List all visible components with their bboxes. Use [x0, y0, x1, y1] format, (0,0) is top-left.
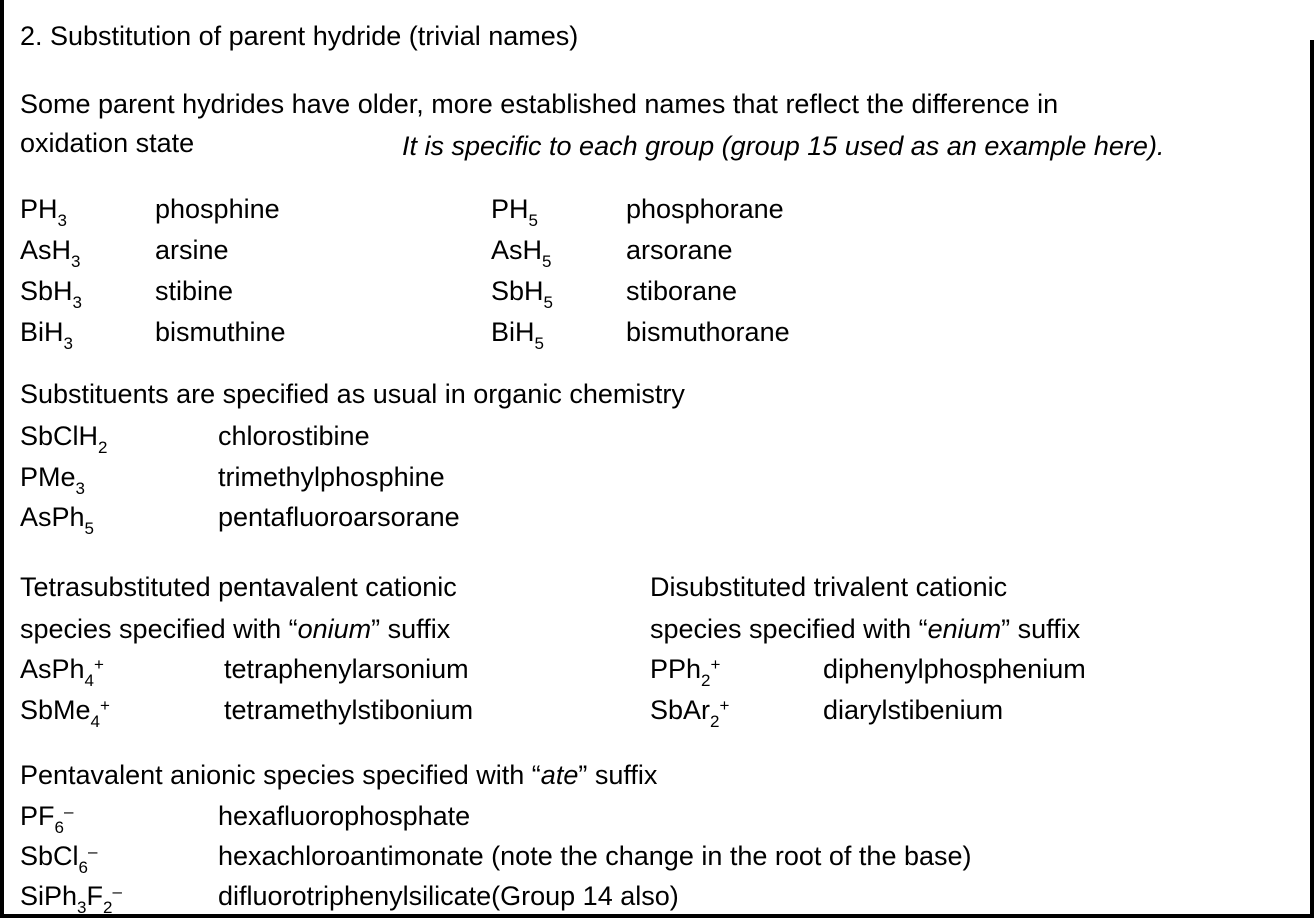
- formula: $PF_6^-$: [20, 801, 74, 837]
- onium-heading-line-1: Tetrasubstituted pentavalent cationic: [20, 572, 457, 602]
- formula: BiH$_3$: [20, 317, 73, 353]
- left-border: [0, 0, 4, 918]
- formula: AsPh$_4$+: [20, 654, 104, 690]
- formula: PMe$_3$: [20, 462, 85, 498]
- formula: SbMe$_4$+: [20, 695, 110, 731]
- hydride-name: stiborane: [626, 276, 738, 306]
- intro-line-2: oxidation state: [20, 128, 195, 158]
- compound-name: hexachloroantimonate (note the change in the root of the base): [218, 841, 972, 871]
- formula: PPh$_2$+: [650, 654, 721, 690]
- compound-name: trimethylphosphine: [218, 462, 445, 492]
- enium-heading-line-2: species specified with “enium” suffix: [650, 614, 1081, 644]
- compound-name: tetramethylstibonium: [224, 695, 474, 725]
- compound-name: difluorotriphenylsilicate(Group 14 also): [218, 881, 679, 911]
- hydride-name: phosphine: [155, 194, 280, 224]
- bottom-border: [0, 914, 1314, 918]
- ate-heading: Pentavalent anionic species specified with “ate” suffix: [20, 760, 658, 790]
- formula: AsPh$_5$: [20, 502, 95, 538]
- compound-name: hexafluorophosphate: [218, 801, 471, 831]
- formula: $PH_3$: [20, 194, 67, 230]
- compound-name: pentafluoroarsorane: [218, 502, 460, 532]
- formula: BiH$_5$: [491, 317, 544, 353]
- compound-name: diphenylphosphenium: [823, 654, 1086, 684]
- formula: AsH$_3$: [20, 235, 81, 271]
- hydride-name: bismuthine: [155, 317, 286, 347]
- intro-line-1: Some parent hydrides have older, more established names that reflect the difference in: [20, 89, 1059, 119]
- compound-name: chlorostibine: [218, 421, 370, 451]
- formula: $SiPh_3F_2^-$: [20, 881, 122, 917]
- hydride-name: stibine: [155, 276, 234, 306]
- formula: SbClH$_2$: [20, 421, 108, 457]
- formula: $PH_5$: [491, 194, 538, 230]
- formula: SbH$_3$: [20, 276, 82, 312]
- hydride-name: arsorane: [626, 235, 733, 265]
- hydride-name: phosphorane: [626, 194, 784, 224]
- compound-name: diarylstibenium: [823, 695, 1004, 725]
- hydride-name: bismuthorane: [626, 317, 790, 347]
- formula: SbCl$_6$–: [20, 841, 98, 877]
- hydride-name: arsine: [155, 235, 229, 265]
- compound-name: tetraphenylarsonium: [224, 654, 469, 684]
- onium-heading-line-2: species specified with “onium” suffix: [20, 614, 451, 644]
- substituents-heading: Substituents are specified as usual in organic chemistry: [20, 379, 685, 409]
- right-border: [1310, 40, 1314, 918]
- enium-heading-line-1: Disubstituted trivalent cationic: [650, 572, 1008, 602]
- formula: SbAr$_2$+: [650, 695, 730, 731]
- section-title: 2. Substitution of parent hydride (trivial names): [20, 21, 579, 51]
- formula: AsH$_5$: [491, 235, 552, 271]
- formula: SbH$_5$: [491, 276, 553, 312]
- intro-note: It is specific to each group (group 15 used as an example here).: [402, 131, 1165, 161]
